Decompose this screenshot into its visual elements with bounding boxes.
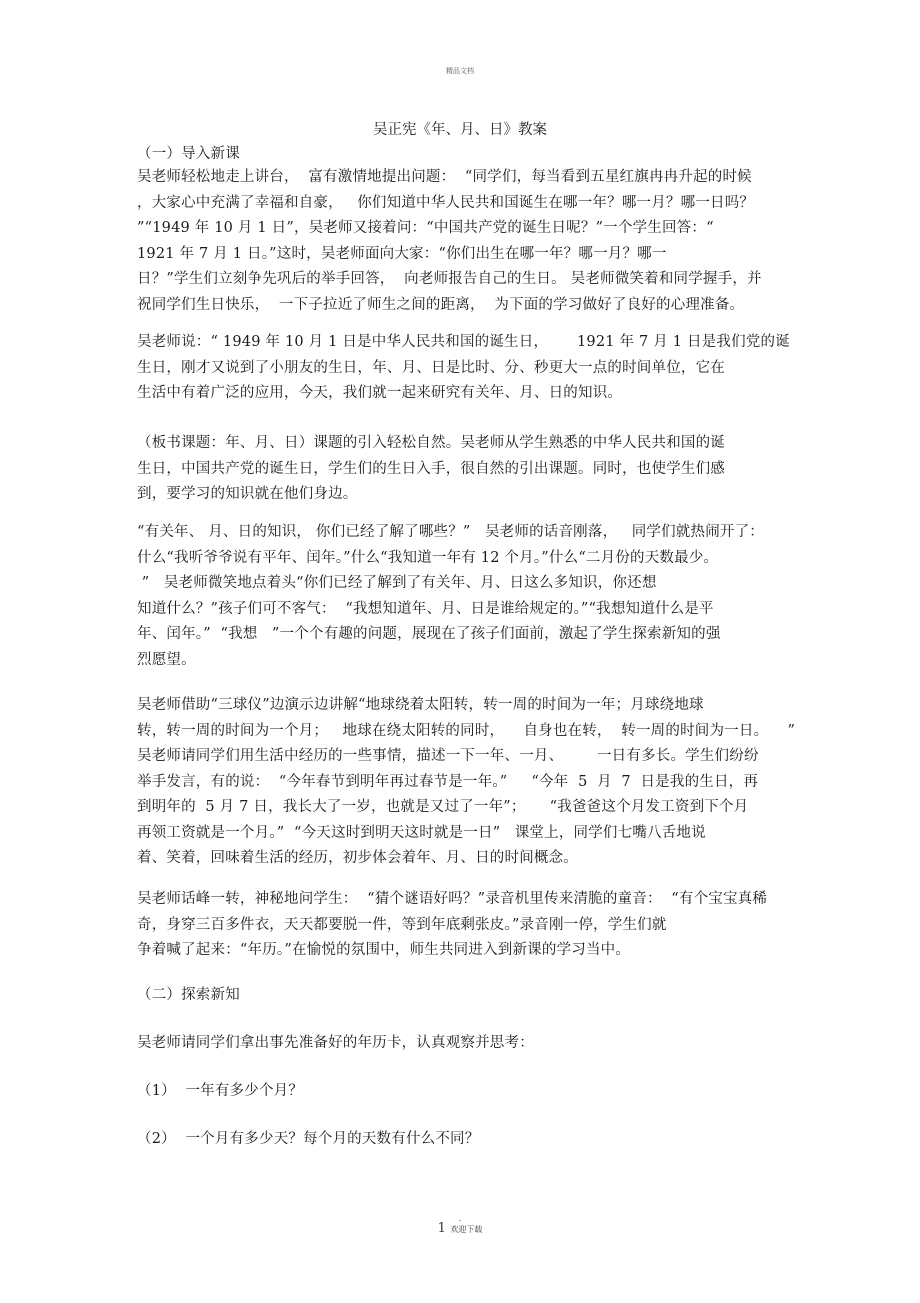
paragraph [137, 693, 796, 872]
paragraph [137, 1127, 787, 1153]
text-line: 吴老师请同学们用生活中经历的一些事情，描述一下一年、一月、 一日有多长。学生们纷纷 [137, 748, 759, 764]
text-line: （二）探索新知 [137, 987, 240, 1003]
text-line: 吴老师说：“ 1949 年 10 月 1 日是中华人民共和国的诞生日， 1921 年 7 月 1 日是我们党的诞 [137, 334, 790, 350]
header-watermark: 精品文档 [446, 67, 474, 75]
paragraph [137, 887, 787, 964]
text-line: 吴老师轻松地走上讲台， 富有激情地提出问题： “同学们，每当看到五星红旗冉冉升起的时候 [137, 169, 752, 185]
footer-dot: . [458, 1214, 462, 1223]
paragraph [137, 1079, 787, 1105]
text-line: 着、笑着，回味着生活的经历，初步体会着年、月、日的时间概念。 [137, 850, 578, 866]
paragraph [137, 1031, 787, 1057]
text-line: 什么“我听爷爷说有平年、闰年。”什么“我知道一年有 12 个月。”什么“二月份的天数最少。 [137, 549, 719, 566]
text-line: 到，要学习的知识就在他们身边。 [137, 486, 358, 502]
text-line: 烈愿望。 [137, 651, 196, 668]
text-line: 生日，刚才又说到了小朋友的生日，年、月、日是比时、分、秒更大一点的时间单位，它在 [137, 359, 725, 376]
text-line: 生日，中国共产党的诞生日，学生们的生日入手，很自然的引出课题。同时，也使学生们感 [137, 460, 725, 477]
paragraph [137, 165, 787, 318]
text-line: 日？”学生们立刻争先巩后的举手回答， 向老师报告自己的生日。 吴老师微笑着和同学握手，并 [137, 271, 762, 287]
text-line: （板书课题：年、月、日）课题的引入轻松自然。吴老师从学生熟悉的中华人民共和国的诞 [137, 435, 725, 451]
text-line: 吴老师借助“三球仪”边演示边讲解“地球绕着太阳转，转一周的时间为一年；月球绕地球 [137, 697, 704, 713]
text-line: ，大家心中充满了幸福和自豪， 你们知道中华人民共和国诞生在哪一年？哪一月？哪一日吗？ [137, 194, 755, 211]
text-line: “有关年、 月、日的知识， 你们已经了解了哪些？” 吴老师的话音刚落， 同学们就热闹开了： [137, 524, 764, 540]
text-line: ”“1949 年 10 月 1 日”，吴老师又接着问：“中国共产党的诞生日呢？”一个学生回答：“ [137, 220, 714, 236]
document-title: 吴正宪《年、月、日》教案 [373, 122, 547, 138]
text-line: 1921 年 7 月 1 日。”这时，吴老师面向大家：“你们出生在哪一年？哪一月？哪一 [137, 245, 667, 262]
text-line: 吴老师话峰一转，神秘地问学生： “猜个谜语好吗？”录音机里传来清脆的童音： “有个宝宝真稀 [137, 891, 768, 907]
paragraph [137, 983, 787, 1009]
page-footer [0, 1221, 920, 1236]
page-number: 1 [437, 1221, 446, 1236]
footer-text: 欢迎下载 [450, 1225, 483, 1234]
paragraph [137, 520, 787, 673]
paragraph [137, 330, 790, 407]
text-line: （2） 一个月有多少天？每个月的天数有什么不同？ [137, 1131, 480, 1147]
text-line: 到明年的 5 月 7 日，我长大了一岁，也就是又过了一年”； “我爸爸这个月发工资到下个月 [137, 799, 749, 815]
text-line: 知道什么？”孩子们可不客气： “我想知道年、月、日是谁给规定的。”“我想知道什么是平 [137, 600, 714, 617]
text-line: 转，转一周的时间为一个月； 地球在绕太阳转的同时， 自身也在转， 转一周的时间为一日。 ” [137, 722, 796, 739]
text-line: 生活中有着广泛的应用，今天，我们就一起来研究有关年、月、日的知识。 [137, 385, 623, 401]
text-line: （一）导入新课 [137, 146, 240, 162]
text-line: 奇，身穿三百多件衣，天天都要脱一件，等到年底剩张皮。”录音刚一停，学生们就 [137, 916, 667, 933]
text-line: 年、闰年。” “我想 ”一个个有趣的问题，展现在了孩子们面前，激起了学生探索新知的强 [137, 626, 721, 642]
text-line: 举手发言，有的说： “今年春节到明年再过春节是一年。” “今年 5 月 7 日是我的生日，再 [137, 773, 759, 790]
paragraph [137, 431, 787, 508]
text-line: 祝同学们生日快乐， 一下子拉近了师生之间的距离， 为下面的学习做好了良好的心理准备。 [137, 296, 745, 313]
text-line: ” 吴老师微笑地点着头“你们已经了解到了有关年、月、日这么多知识，你还想 [137, 575, 657, 591]
text-line: 吴老师请同学们拿出事先准备好的年历卡，认真观察并思考： [137, 1035, 534, 1051]
text-line: 争着喊了起来：“年历。”在愉悦的氛围中，师生共同进入到新课的学习当中。 [137, 942, 631, 958]
text-line: 再领工资就是一个月。” “今天这时到明天这时就是一日” 课堂上，同学们七嘴八舌地说 [137, 824, 706, 841]
paragraph [137, 142, 787, 168]
text-line: （1） 一年有多少个月？ [137, 1083, 304, 1099]
